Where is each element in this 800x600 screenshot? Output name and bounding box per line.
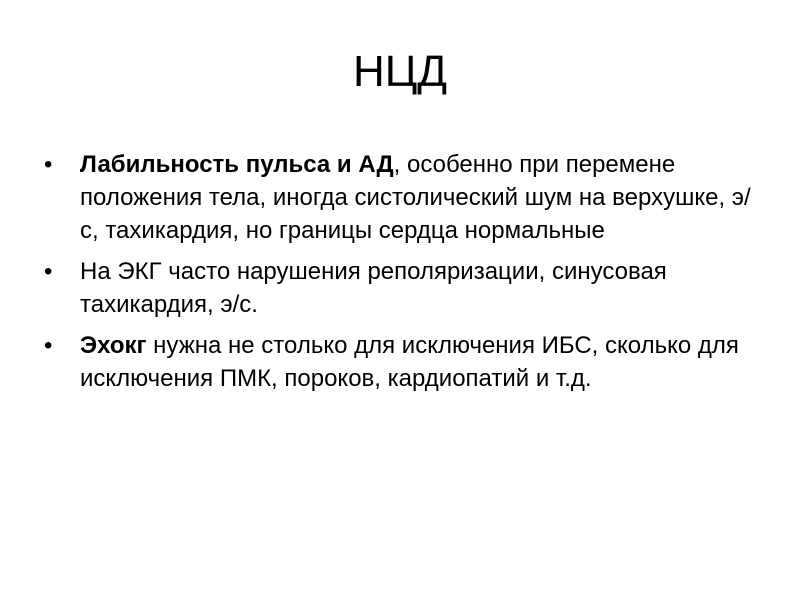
slide-title: НЦД: [352, 47, 448, 96]
bullet-marker: •: [44, 151, 53, 178]
bullet-list: [44, 148, 764, 403]
bullet-2-text: На ЭКГ часто нарушения реполяризации, синусовая тахикардия, э/с.: [80, 258, 667, 318]
bullet-3-text: нужна не столько для исключения ИБС, сколько для исключения ПМК, пороков, кардиопатий и т.д.: [80, 332, 739, 392]
bullet-item-3: [44, 329, 764, 395]
bullet-3-bold-lead: Эхокг: [80, 332, 147, 359]
bullet-item-1: [44, 148, 764, 247]
bullet-marker: •: [44, 258, 53, 285]
bullet-1-text: , особенно при перемене положения тела, иногда систолический шум на верхушке, э/с, тахикардия, но границы сердца нормальные: [80, 151, 751, 244]
bullet-marker: •: [44, 332, 53, 359]
bullet-1-bold-lead: Лабильность пульса и АД: [80, 151, 394, 178]
bullet-item-2: [44, 255, 764, 321]
